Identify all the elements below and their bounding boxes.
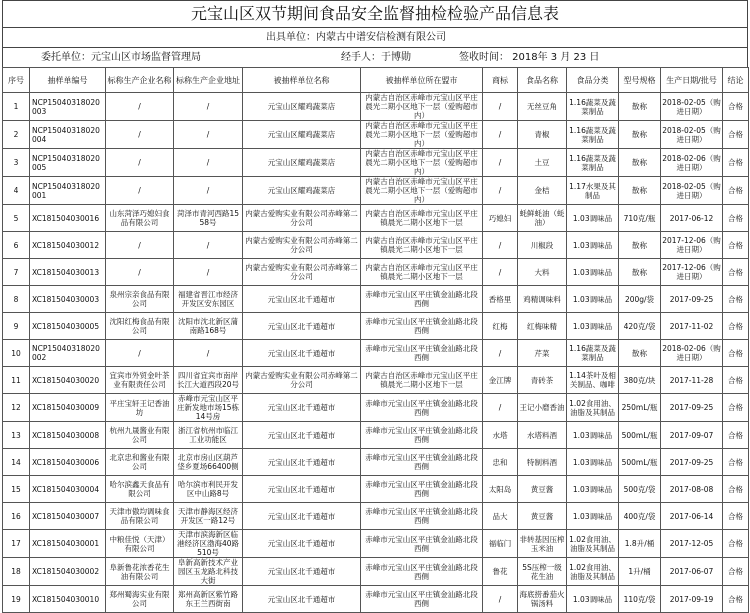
spec-cell: 1升/桶 — [619, 558, 661, 586]
row-number-cell: 6 — [3, 232, 30, 259]
table-row — [3, 530, 749, 558]
brand-cell: 福临门 — [483, 530, 518, 558]
manufacturer-address-cell: / — [174, 259, 243, 286]
food-category-cell: 1.02食用油、油脂及其制品 — [567, 394, 619, 422]
table-row — [3, 149, 749, 177]
column-header: 被抽样单位名称 — [243, 68, 361, 93]
food-category-cell: 1.03调味品 — [567, 205, 619, 232]
conclusion-cell: 合格 — [723, 530, 749, 558]
spec-cell: 500mL/瓶 — [619, 449, 661, 476]
table-row — [3, 205, 749, 232]
food-name-cell: 金桔 — [518, 177, 567, 205]
food-name-cell: 海底捞番茄火锅汤料 — [518, 586, 567, 613]
row-number-cell: 2 — [3, 121, 30, 149]
table-row — [3, 503, 749, 530]
manufacturer-name-cell: 中粮佳悦（天津）有限公司 — [106, 530, 174, 558]
brand-cell: 巧媳妇 — [483, 205, 518, 232]
sampled-unit-location-cell: 赤峰市元宝山区平庄镇金汕路北段西侧 — [361, 340, 483, 367]
sampled-unit-name-cell: 元宝山区北千通超市 — [243, 313, 361, 340]
manufacturer-address-cell: / — [174, 93, 243, 121]
sampled-unit-name-cell: 元宝山区北千通超市 — [243, 449, 361, 476]
column-header: 标称生产企业名称 — [106, 68, 174, 93]
food-category-cell: 1.03调味品 — [567, 422, 619, 449]
spec-cell: 420克/袋 — [619, 313, 661, 340]
sampled-unit-location-cell: 内蒙古自治区赤峰市元宝山区平庄镇晨光二期小区地下一层 — [361, 259, 483, 286]
sampled-unit-name-cell: 内蒙古爱购实业有限公司赤峰第二分公司 — [243, 259, 361, 286]
report-sheet — [2, 0, 748, 613]
spec-cell: 380克/块 — [619, 367, 661, 394]
food-category-cell: 1.03调味品 — [567, 286, 619, 313]
table-row — [3, 476, 749, 503]
manufacturer-name-cell: 平庄宝轩王记香油坊 — [106, 394, 174, 422]
production-date-cell: 2017-08-08 — [661, 476, 723, 503]
manufacturer-name-cell: 沈阳红梅食品有限公司 — [106, 313, 174, 340]
issuer-text: 出具单位：内蒙古中谱安信检测有限公司 — [266, 32, 446, 43]
manufacturer-name-cell: 山东菏泽巧媳妇食品有限公司 — [106, 205, 174, 232]
brand-cell: / — [483, 586, 518, 613]
production-date-cell: 2017-06-07 — [661, 558, 723, 586]
manufacturer-name-cell: 泉州宗亲食品有限公司 — [106, 286, 174, 313]
manufacturer-address-cell: / — [174, 232, 243, 259]
conclusion-cell: 合格 — [723, 394, 749, 422]
conclusion-cell: 合格 — [723, 340, 749, 367]
manufacturer-name-cell: / — [106, 177, 174, 205]
sampled-unit-location-cell: 内蒙古自治区赤峰市元宝山区平庄晨光二期小区地下一层（爱购超市内） — [361, 177, 483, 205]
manufacturer-address-cell: / — [174, 340, 243, 367]
row-number-cell: 15 — [3, 476, 30, 503]
sampled-unit-name-cell: 元宝山区北千通超市 — [243, 422, 361, 449]
manufacturer-address-cell: 四川省宜宾市南岸长江大道西段20号 — [174, 367, 243, 394]
table-body — [3, 93, 749, 613]
food-name-cell: 无丝豆角 — [518, 93, 567, 121]
sample-id-cell: XC181504030008 — [30, 422, 106, 449]
sampled-unit-location-cell: 赤峰市元宝山区平庄镇金汕路北段西侧 — [361, 394, 483, 422]
sampled-unit-name-cell: 元宝山区北千通超市 — [243, 586, 361, 613]
entrust-row — [2, 47, 748, 67]
column-header: 生产日期/批号 — [661, 68, 723, 93]
sample-id-cell: NCP15040318020003 — [30, 93, 106, 121]
column-header: 标称生产企业地址 — [174, 68, 243, 93]
sample-id-cell: XC181504030010 — [30, 586, 106, 613]
sample-id-cell: XC181504030003 — [30, 286, 106, 313]
manufacturer-address-cell: / — [174, 121, 243, 149]
sampled-unit-location-cell: 赤峰市元宝山区平庄镇金汕路北段西侧 — [361, 449, 483, 476]
manufacturer-name-cell: 杭州九晟酱业有限公司 — [106, 422, 174, 449]
production-date-cell: 2017-09-25 — [661, 449, 723, 476]
food-name-cell: 蚝鲜蚝油（蚝油） — [518, 205, 567, 232]
food-category-cell: 1.03调味品 — [567, 259, 619, 286]
conclusion-cell: 合格 — [723, 449, 749, 476]
column-header: 食品分类 — [567, 68, 619, 93]
row-number-cell: 17 — [3, 530, 30, 558]
manufacturer-name-cell: / — [106, 149, 174, 177]
conclusion-cell: 合格 — [723, 205, 749, 232]
sampled-unit-location-cell: 赤峰市元宝山区平庄镇金汕路北段西侧 — [361, 586, 483, 613]
production-date-cell: 2017-09-19 — [661, 586, 723, 613]
conclusion-cell: 合格 — [723, 177, 749, 205]
brand-cell: 水塔 — [483, 422, 518, 449]
brand-cell: 忠和 — [483, 449, 518, 476]
sample-id-cell: NCP15040318020004 — [30, 121, 106, 149]
table-row — [3, 121, 749, 149]
sampled-unit-name-cell: 元宝山区北千通超市 — [243, 286, 361, 313]
food-category-cell: 1.14茶叶及相关制品、咖啡 — [567, 367, 619, 394]
manufacturer-address-cell: 浙江省杭州市临江工业功能区 — [174, 422, 243, 449]
sample-id-cell: XC181504030013 — [30, 259, 106, 286]
conclusion-cell: 合格 — [723, 313, 749, 340]
manufacturer-name-cell: 宜宾市外贸金叶茶业有限责任公司 — [106, 367, 174, 394]
sampled-unit-location-cell: 赤峰市元宝山区平庄镇金汕路北段西侧 — [361, 503, 483, 530]
food-name-cell: 大料 — [518, 259, 567, 286]
table-row — [3, 177, 749, 205]
conclusion-cell: 合格 — [723, 586, 749, 613]
production-date-cell: 2017-09-25 — [661, 286, 723, 313]
table-row — [3, 93, 749, 121]
food-category-cell: 1.16蔬菜及蔬菜制品 — [567, 340, 619, 367]
food-name-cell: 黄豆酱 — [518, 476, 567, 503]
food-name-cell: 黄豆酱 — [518, 503, 567, 530]
spec-cell: 1.8升/桶 — [619, 530, 661, 558]
conclusion-cell: 合格 — [723, 232, 749, 259]
sampled-unit-name-cell: 元宝山区耀鸡蔬菜店 — [243, 177, 361, 205]
sampled-unit-name-cell: 内蒙古爱购实业有限公司赤峰第二分公司 — [243, 232, 361, 259]
sampled-unit-location-cell: 内蒙古自治区赤峰市元宝山区平庄镇晨光二期小区地下一层 — [361, 205, 483, 232]
food-name-cell: 王记小磨香油 — [518, 394, 567, 422]
brand-cell: / — [483, 394, 518, 422]
sampled-unit-name-cell: 元宝山区北千通超市 — [243, 394, 361, 422]
row-number-cell: 8 — [3, 286, 30, 313]
conclusion-cell: 合格 — [723, 259, 749, 286]
row-number-cell: 3 — [3, 149, 30, 177]
row-number-cell: 18 — [3, 558, 30, 586]
spec-cell: 散称 — [619, 177, 661, 205]
spec-cell: 散称 — [619, 149, 661, 177]
sign-date-text: 签收时间： 2018年 3 月 23 日 — [459, 52, 600, 63]
conclusion-cell: 合格 — [723, 558, 749, 586]
conclusion-cell: 合格 — [723, 367, 749, 394]
sample-id-cell: NCP15040318020002 — [30, 340, 106, 367]
row-number-cell: 19 — [3, 586, 30, 613]
sample-id-cell: XC181504030006 — [30, 449, 106, 476]
sampled-unit-location-cell: 赤峰市元宝山区平庄镇金汕路北段西侧 — [361, 530, 483, 558]
food-name-cell: 非转基因压榨玉米油 — [518, 530, 567, 558]
row-number-cell: 16 — [3, 503, 30, 530]
manufacturer-address-cell: 阜新高新技术产业园区玉龙路北科技大街 — [174, 558, 243, 586]
conclusion-cell: 合格 — [723, 121, 749, 149]
food-category-cell: 1.03调味品 — [567, 476, 619, 503]
conclusion-cell: 合格 — [723, 503, 749, 530]
food-name-cell: 青椒 — [518, 121, 567, 149]
brand-cell: 品大 — [483, 503, 518, 530]
entrust-text: 委托单位：元宝山区市场监督管理局 — [41, 52, 201, 63]
food-name-cell: 特制料酒 — [518, 449, 567, 476]
sampled-unit-location-cell: 赤峰市元宝山区平庄镇金汕路北段西侧 — [361, 286, 483, 313]
sampled-unit-location-cell: 内蒙古自治区赤峰市元宝山区平庄晨光二期小区地下一层（爱购超市内） — [361, 93, 483, 121]
row-number-cell: 1 — [3, 93, 30, 121]
spec-cell: 400克/袋 — [619, 503, 661, 530]
production-date-cell: 2017-09-07 — [661, 422, 723, 449]
brand-cell: / — [483, 340, 518, 367]
food-name-cell: 土豆 — [518, 149, 567, 177]
manufacturer-name-cell: / — [106, 340, 174, 367]
sample-id-cell: XC181504030012 — [30, 232, 106, 259]
brand-cell: 红梅 — [483, 313, 518, 340]
table-row — [3, 340, 749, 367]
sample-id-cell: NCP15040318020005 — [30, 149, 106, 177]
manufacturer-name-cell: 阜新鲁花浓香花生油有限公司 — [106, 558, 174, 586]
sample-id-cell: XC181504030001 — [30, 530, 106, 558]
sample-id-cell: NCP15040318020001 — [30, 177, 106, 205]
brand-cell: / — [483, 259, 518, 286]
brand-cell: 金江牌 — [483, 367, 518, 394]
sampled-unit-name-cell: 元宝山区北千通超市 — [243, 503, 361, 530]
spec-cell: 250mL/瓶 — [619, 394, 661, 422]
sampled-unit-name-cell: 内蒙古爱购实业有限公司赤峰第二分公司 — [243, 367, 361, 394]
manufacturer-name-cell: / — [106, 93, 174, 121]
spec-cell: 500克/袋 — [619, 476, 661, 503]
row-number-cell: 11 — [3, 367, 30, 394]
sampled-unit-name-cell: 内蒙古爱购实业有限公司赤峰第二分公司 — [243, 205, 361, 232]
production-date-cell: 2017-06-12 — [661, 205, 723, 232]
brand-cell: 香格里 — [483, 286, 518, 313]
manufacturer-name-cell: / — [106, 259, 174, 286]
column-header: 商标 — [483, 68, 518, 93]
sampled-unit-name-cell: 元宝山区耀鸡蔬菜店 — [243, 149, 361, 177]
sampled-unit-name-cell: 元宝山区北千通超市 — [243, 530, 361, 558]
food-category-cell: 1.16蔬菜及蔬菜制品 — [567, 121, 619, 149]
manufacturer-name-cell: / — [106, 121, 174, 149]
production-date-cell: 2017-11-28 — [661, 367, 723, 394]
production-date-cell: 2017-12-06（购进日期） — [661, 259, 723, 286]
food-category-cell: 1.03调味品 — [567, 449, 619, 476]
food-category-cell: 1.17水果及其制品 — [567, 177, 619, 205]
conclusion-cell: 合格 — [723, 476, 749, 503]
conclusion-cell: 合格 — [723, 422, 749, 449]
row-number-cell: 14 — [3, 449, 30, 476]
brand-cell: 鲁花 — [483, 558, 518, 586]
food-name-cell: 5S压榨一级花生油 — [518, 558, 567, 586]
food-category-cell: 1.03调味品 — [567, 503, 619, 530]
food-name-cell: 红梅味精 — [518, 313, 567, 340]
column-header: 抽样单编号 — [30, 68, 106, 93]
food-name-cell: 水塔料酒 — [518, 422, 567, 449]
page-title: 元宝山区双节期间食品安全监督抽检检验产品信息表 — [2, 0, 748, 27]
sampled-unit-location-cell: 赤峰市元宝山区平庄镇金汕路北段西侧 — [361, 558, 483, 586]
production-date-cell: 2018-02-06（购进日期） — [661, 149, 723, 177]
column-header: 序号 — [3, 68, 30, 93]
table-row — [3, 394, 749, 422]
spec-cell: 散称 — [619, 232, 661, 259]
brand-cell: / — [483, 121, 518, 149]
sample-id-cell: XC181504030004 — [30, 476, 106, 503]
manufacturer-address-cell: 北京市房山区葫芦垡乡夏场66400侧 — [174, 449, 243, 476]
production-date-cell: 2018-02-06（购进日期） — [661, 340, 723, 367]
row-number-cell: 5 — [3, 205, 30, 232]
manufacturer-address-cell: 天津市滨海新区临港经济区渤海40路510号 — [174, 530, 243, 558]
food-name-cell: 鸡精调味料 — [518, 286, 567, 313]
spec-cell: 散称 — [619, 340, 661, 367]
manufacturer-address-cell: 赤峰市元宝山区平庄新发地市场15栋14号房 — [174, 394, 243, 422]
production-date-cell: 2017-11-02 — [661, 313, 723, 340]
spec-cell: 散称 — [619, 259, 661, 286]
table-header-row — [3, 68, 749, 93]
row-number-cell: 7 — [3, 259, 30, 286]
food-category-cell: 1.02食用油、油脂及其制品 — [567, 530, 619, 558]
sampled-unit-name-cell: 元宝山区耀鸡蔬菜店 — [243, 121, 361, 149]
sample-id-cell: XC181504030009 — [30, 394, 106, 422]
row-number-cell: 13 — [3, 422, 30, 449]
food-category-cell: 1.02食用油、油脂及其制品 — [567, 558, 619, 586]
table-row — [3, 259, 749, 286]
food-category-cell: 1.03调味品 — [567, 313, 619, 340]
sample-id-cell: XC181504030016 — [30, 205, 106, 232]
spec-cell: 110克/袋 — [619, 586, 661, 613]
sampled-unit-name-cell: 元宝山区耀鸡蔬菜店 — [243, 93, 361, 121]
sampled-unit-name-cell: 元宝山区北千通超市 — [243, 340, 361, 367]
sampled-unit-location-cell: 内蒙古自治区赤峰市元宝山区平庄镇晨光二期小区地下一层 — [361, 232, 483, 259]
sampled-unit-location-cell: 内蒙古自治区赤峰市元宝山区平庄晨光二期小区地下一层（爱购超市内） — [361, 121, 483, 149]
handler-text: 经手人：于博勋 — [341, 52, 411, 63]
manufacturer-name-cell: 哈尔滨鑫天食品有限公司 — [106, 476, 174, 503]
food-category-cell: 1.16蔬菜及蔬菜制品 — [567, 149, 619, 177]
manufacturer-name-cell: 郑州蜀海实业有限公司 — [106, 586, 174, 613]
manufacturer-name-cell: 天津市傲均调味食品有限公司 — [106, 503, 174, 530]
sampled-unit-location-cell: 赤峰市元宝山区平庄镇金汕路北段西侧 — [361, 422, 483, 449]
spec-cell: 散称 — [619, 121, 661, 149]
conclusion-cell: 合格 — [723, 149, 749, 177]
brand-cell: / — [483, 177, 518, 205]
sampled-unit-location-cell: 内蒙古自治区赤峰市元宝山区平庄镇晨光二期小区地下一层 — [361, 367, 483, 394]
production-date-cell: 2018-02-05（购进日期） — [661, 177, 723, 205]
table-row — [3, 313, 749, 340]
table-row — [3, 286, 749, 313]
row-number-cell: 4 — [3, 177, 30, 205]
spec-cell: 200g/袋 — [619, 286, 661, 313]
table-row — [3, 586, 749, 613]
food-name-cell: 川椒段 — [518, 232, 567, 259]
row-number-cell: 9 — [3, 313, 30, 340]
sampled-unit-location-cell: 赤峰市元宝山区平庄镇金汕路北段西侧 — [361, 313, 483, 340]
column-header: 型号规格 — [619, 68, 661, 93]
conclusion-cell: 合格 — [723, 93, 749, 121]
brand-cell: / — [483, 93, 518, 121]
manufacturer-address-cell: / — [174, 149, 243, 177]
manufacturer-address-cell: 郑州高新区紫竹路东王兰西街南 — [174, 586, 243, 613]
manufacturer-address-cell: 菏泽市青河西路1558号 — [174, 205, 243, 232]
production-date-cell: 2017-09-25 — [661, 394, 723, 422]
sampled-unit-location-cell: 赤峰市元宝山区平庄镇金汕路北段西侧 — [361, 476, 483, 503]
sample-id-cell: XC181504030005 — [30, 313, 106, 340]
manufacturer-address-cell: 福建省晋江市经济开发区安东园区 — [174, 286, 243, 313]
manufacturer-name-cell: 北京忠和酱业有限公司 — [106, 449, 174, 476]
manufacturer-address-cell: 沈阳市沈北新区蒲南路168号 — [174, 313, 243, 340]
spec-cell: 500mL/瓶 — [619, 422, 661, 449]
spec-cell: 散称 — [619, 93, 661, 121]
column-header: 被抽样单位所在盟市 — [361, 68, 483, 93]
production-date-cell: 2017-12-05 — [661, 530, 723, 558]
manufacturer-name-cell: / — [106, 232, 174, 259]
product-table — [2, 67, 749, 613]
brand-cell: / — [483, 149, 518, 177]
sample-id-cell: XC181504030020 — [30, 367, 106, 394]
food-name-cell: 青砖茶 — [518, 367, 567, 394]
manufacturer-address-cell: 天津市静海区经济开发区一路12号 — [174, 503, 243, 530]
sampled-unit-name-cell: 元宝山区北千通超市 — [243, 476, 361, 503]
sample-id-cell: XC181504030007 — [30, 503, 106, 530]
sampled-unit-location-cell: 内蒙古自治区赤峰市元宝山区平庄晨光二期小区地下一层（爱购超市内） — [361, 149, 483, 177]
manufacturer-address-cell: / — [174, 177, 243, 205]
table-row — [3, 422, 749, 449]
row-number-cell: 12 — [3, 394, 30, 422]
sample-id-cell: XC181504030002 — [30, 558, 106, 586]
table-row — [3, 367, 749, 394]
column-header: 结论 — [723, 68, 749, 93]
food-category-cell: 1.03调味品 — [567, 586, 619, 613]
food-category-cell: 1.03调味品 — [567, 232, 619, 259]
food-category-cell: 1.16蔬菜及蔬菜制品 — [567, 93, 619, 121]
row-number-cell: 10 — [3, 340, 30, 367]
conclusion-cell: 合格 — [723, 286, 749, 313]
spec-cell: 710克/瓶 — [619, 205, 661, 232]
sampled-unit-name-cell: 元宝山区北千通超市 — [243, 558, 361, 586]
column-header: 食品名称 — [518, 68, 567, 93]
brand-cell: / — [483, 232, 518, 259]
production-date-cell: 2018-02-05（购进日期） — [661, 121, 723, 149]
manufacturer-address-cell: 哈尔滨市利民开发区中山路8号 — [174, 476, 243, 503]
production-date-cell: 2017-06-14 — [661, 503, 723, 530]
production-date-cell: 2018-02-05（购进日期） — [661, 93, 723, 121]
issuer-row — [2, 27, 748, 47]
food-name-cell: 芹菜 — [518, 340, 567, 367]
table-row — [3, 449, 749, 476]
table-row — [3, 232, 749, 259]
brand-cell: 太阳岛 — [483, 476, 518, 503]
table-row — [3, 558, 749, 586]
production-date-cell: 2017-12-06（购进日期） — [661, 232, 723, 259]
